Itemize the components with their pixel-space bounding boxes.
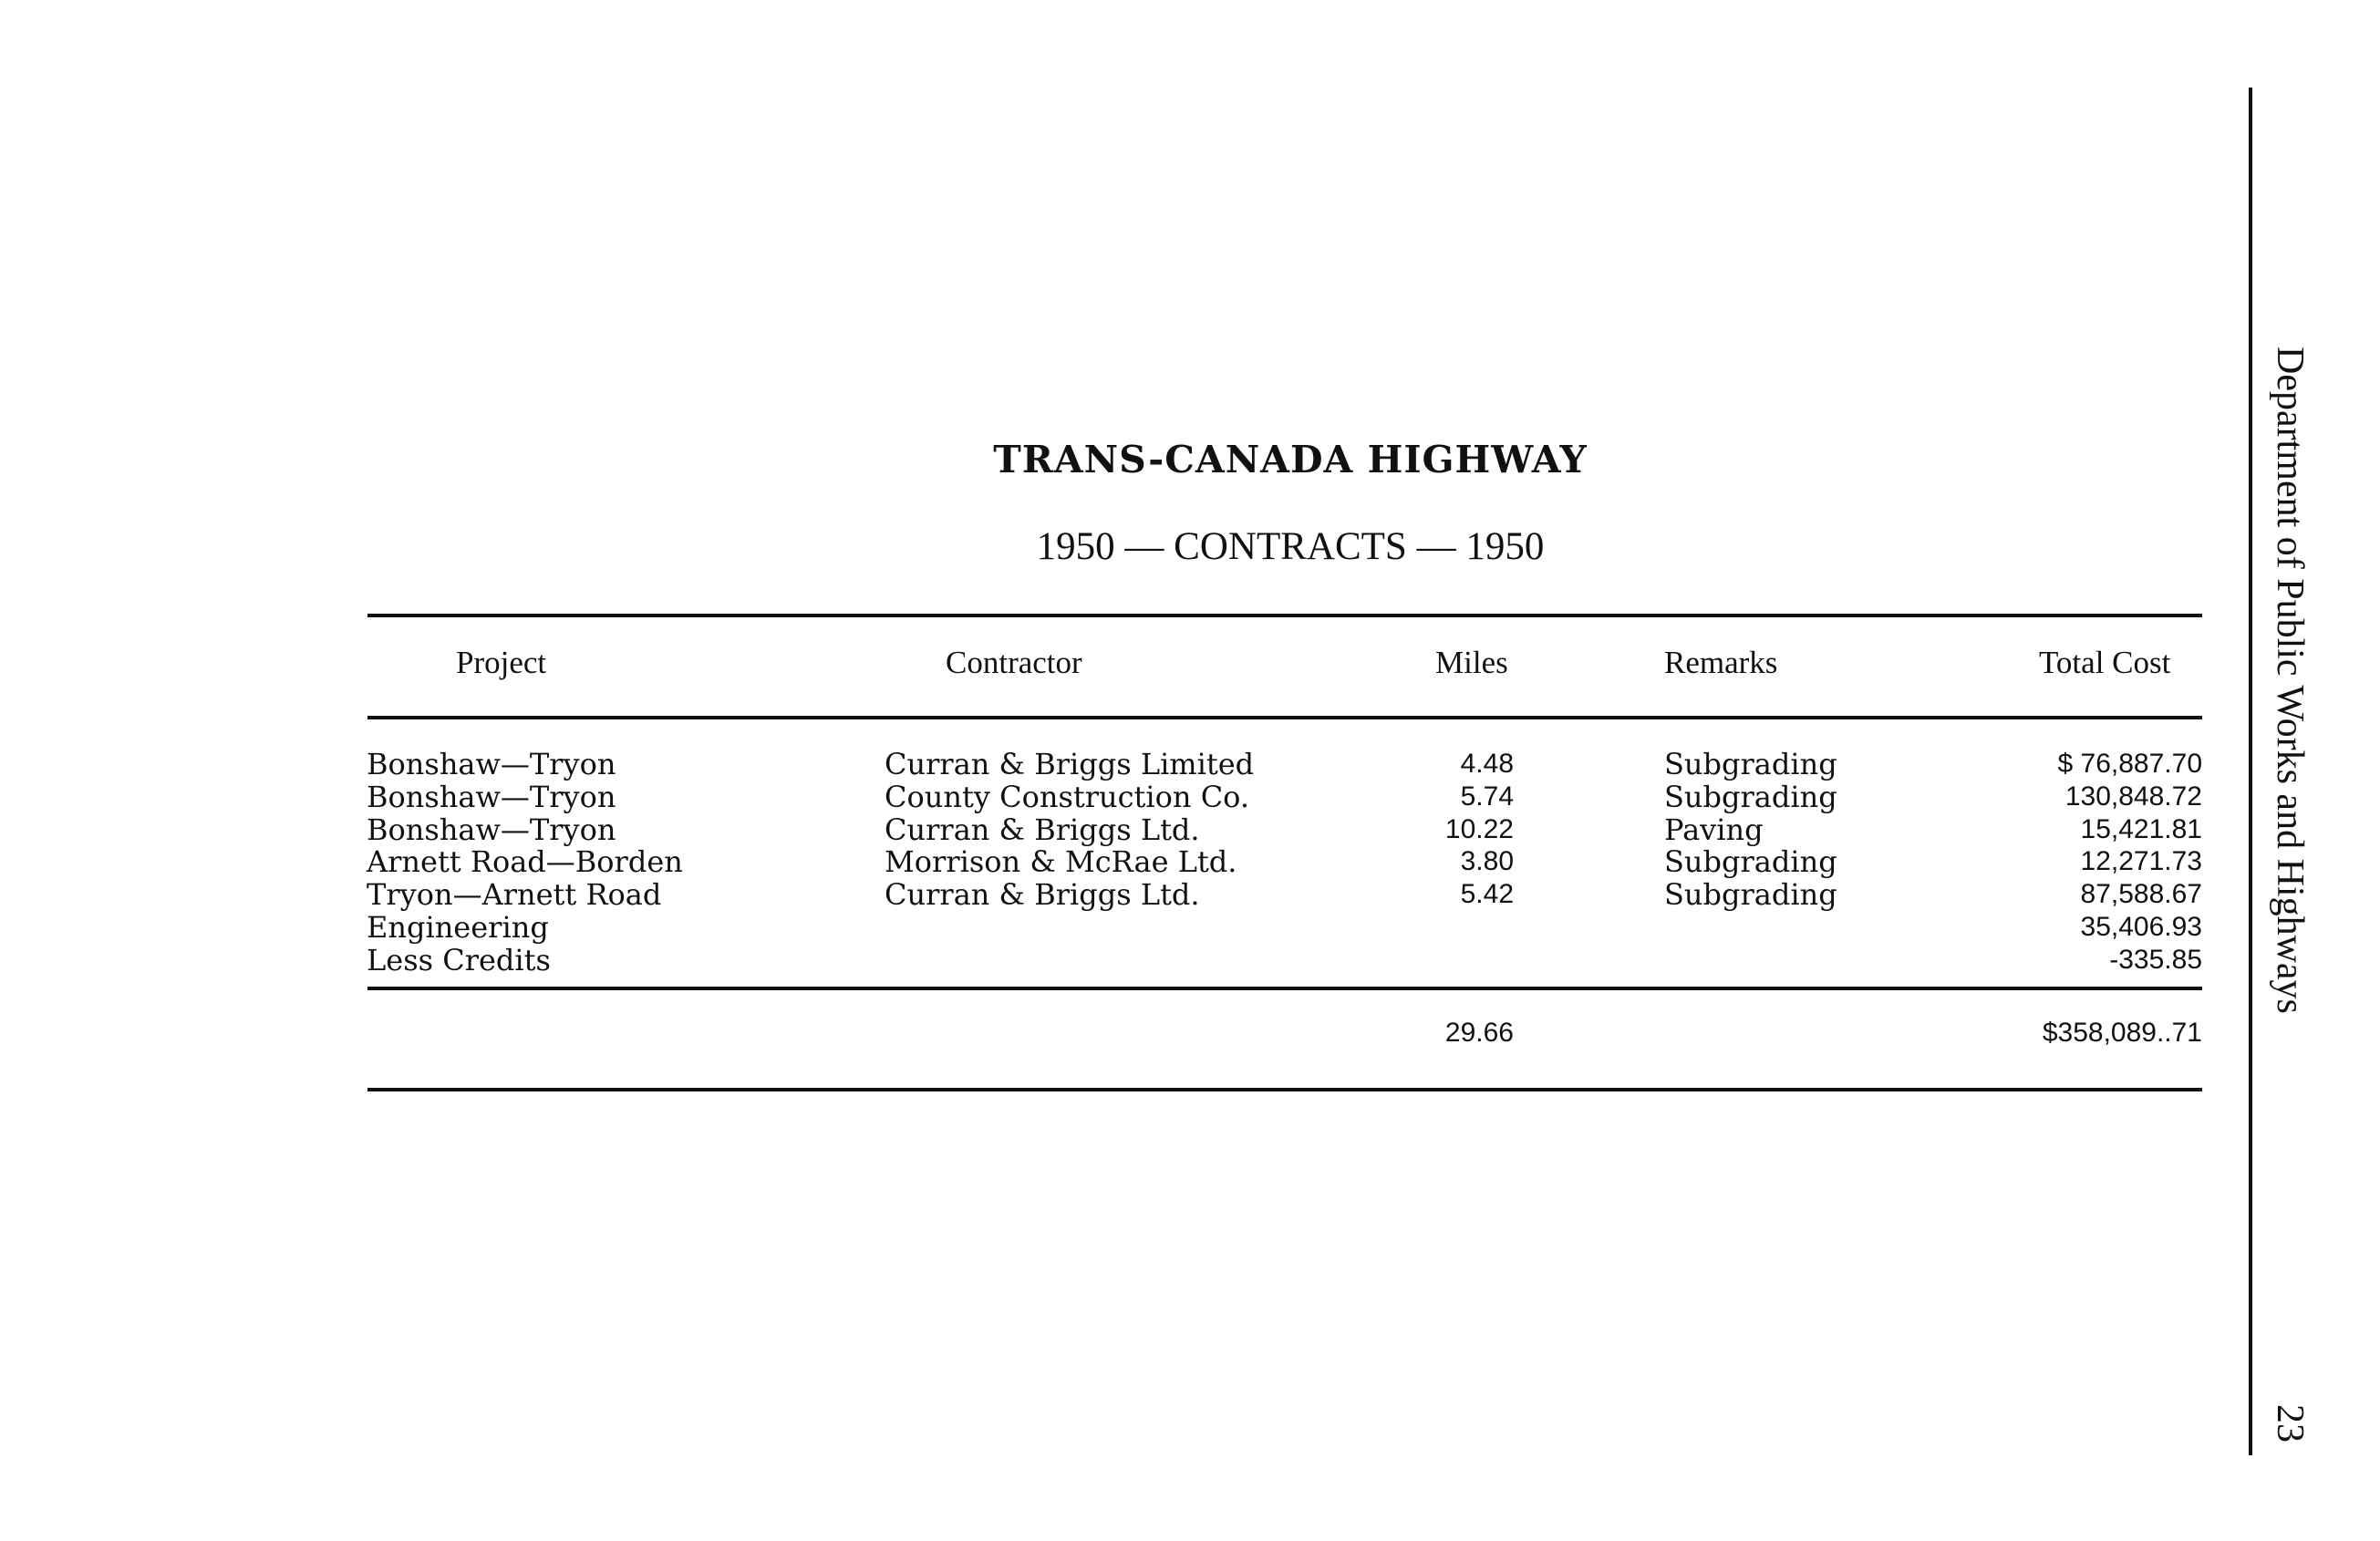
cell-total-cost: -335.85 <box>2109 945 2202 975</box>
cell-contractor: Curran & Briggs Ltd. <box>885 812 1200 847</box>
header-miles: Miles <box>1435 645 1508 680</box>
table-row <box>0 944 2380 977</box>
cell-remarks: Paving <box>1664 812 1764 847</box>
cell-miles: 10.22 <box>1444 814 1514 844</box>
header-bottom-rule <box>367 716 2202 719</box>
totals-top-rule <box>367 987 2202 990</box>
margin-rule <box>2249 88 2252 1455</box>
cell-project: Arnett Road—Borden <box>367 844 683 879</box>
cell-total-cost: 35,406.93 <box>2080 912 2202 942</box>
cell-remarks: Subgrading <box>1664 780 1837 814</box>
running-head: Department of Public Works and Highways <box>2269 346 2311 1014</box>
cell-project: Less Credits <box>367 943 551 977</box>
header-total-cost: Total Cost <box>2039 645 2171 680</box>
totals-row <box>0 1015 2380 1051</box>
cell-project: Bonshaw—Tryon <box>367 780 616 814</box>
table-top-rule <box>367 614 2202 617</box>
cell-miles: 3.80 <box>1460 846 1514 876</box>
cell-miles: 5.74 <box>1460 781 1514 812</box>
cell-project: Engineering <box>367 910 549 945</box>
cell-remarks: Subgrading <box>1664 747 1837 781</box>
cell-miles: 4.48 <box>1460 749 1514 779</box>
cell-contractor: County Construction Co. <box>885 780 1250 814</box>
cell-total-cost: 12,271.73 <box>2080 846 2202 876</box>
table-row <box>0 911 2380 944</box>
cell-project: Tryon—Arnett Road <box>367 877 662 912</box>
cell-total-cost: 15,421.81 <box>2080 814 2202 844</box>
total-cost: $358,089..71 <box>2042 1018 2202 1048</box>
cell-project: Bonshaw—Tryon <box>367 747 616 781</box>
page-title: TRANS-CANADA HIGHWAY <box>993 438 1588 481</box>
cell-miles: 5.42 <box>1460 879 1514 909</box>
cell-contractor: Curran & Briggs Limited <box>885 747 1255 781</box>
table-row <box>0 813 2380 846</box>
table-row <box>0 781 2380 813</box>
cell-total-cost: 130,848.72 <box>2064 781 2202 812</box>
table-row <box>0 748 2380 781</box>
cell-remarks: Subgrading <box>1664 877 1837 912</box>
header-project: Project <box>456 645 547 680</box>
header-contractor: Contractor <box>946 645 1082 680</box>
table-row <box>0 878 2380 911</box>
cell-remarks: Subgrading <box>1664 844 1837 879</box>
table-bottom-rule <box>367 1088 2202 1091</box>
table-row <box>0 845 2380 878</box>
page-subtitle: 1950 — CONTRACTS — 1950 <box>1036 525 1545 568</box>
cell-project: Bonshaw—Tryon <box>367 812 616 847</box>
cell-contractor: Morrison & McRae Ltd. <box>885 844 1237 879</box>
cell-contractor: Curran & Briggs Ltd. <box>885 877 1200 912</box>
cell-total-cost: 87,588.67 <box>2080 879 2202 909</box>
total-miles: 29.66 <box>1444 1018 1514 1048</box>
page-number: 23 <box>2269 1404 2311 1443</box>
cell-total-cost: $ 76,887.70 <box>2057 749 2202 779</box>
header-remarks: Remarks <box>1664 645 1778 680</box>
